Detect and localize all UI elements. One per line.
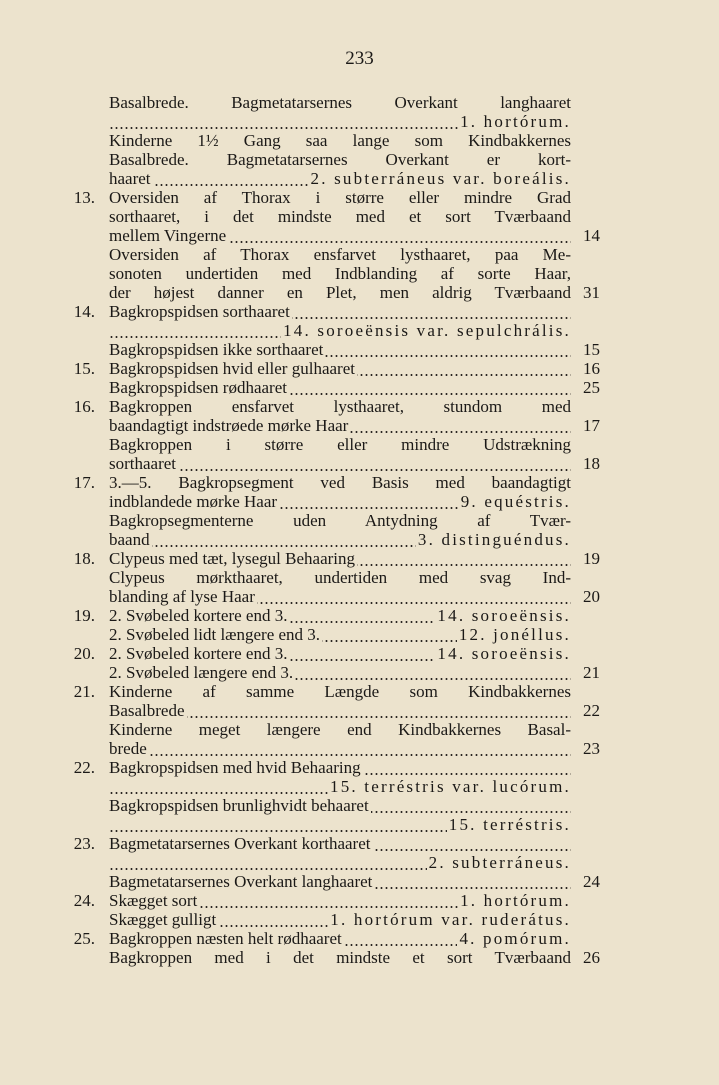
key-leader-line [109, 169, 571, 188]
key-text: Bagkropspidsen med hvid Behaaring [109, 758, 361, 777]
couplet-reference: 14 [583, 226, 600, 245]
couplet-reference: 15 [583, 340, 600, 359]
key-text: Bagkropspidsen hvid eller gulhaaret [109, 359, 355, 378]
key-line [0, 834, 719, 853]
key-leader-line [109, 739, 571, 758]
key-line [0, 283, 719, 302]
couplet-reference: 16 [583, 359, 600, 378]
key-line [0, 454, 719, 473]
key-leader-line [109, 663, 571, 682]
key-line [0, 340, 719, 359]
key-line [0, 663, 719, 682]
couplet-number: 13. [73, 188, 95, 207]
species-name: 15. terréstris. [448, 815, 571, 834]
key-leader-line [109, 758, 571, 777]
key-text: Kinderne af samme Længde som Kindbakkernes [109, 682, 571, 701]
key-text: indblandede mørke Haar [109, 492, 278, 511]
key-text: 2. Svøbeled lidt længere end 3. [109, 625, 321, 644]
key-text: baandagtigt indstrøede mørke Haar [109, 416, 349, 435]
key-line [0, 150, 719, 169]
couplet-number: 17. [73, 473, 95, 492]
couplet-reference: 21 [583, 663, 600, 682]
species-name: 9. equéstris. [460, 492, 571, 511]
species-name: 1. hortórum var. ruderátus. [330, 910, 571, 929]
species-name: 2. subterráneus. [428, 853, 571, 872]
identification-key [0, 93, 719, 967]
key-leader-line [109, 834, 571, 853]
key-leader-line [109, 777, 571, 796]
key-text: brede [109, 739, 147, 758]
key-text: Bagkropspidsen rødhaaret [109, 378, 287, 397]
couplet-reference: 23 [583, 739, 600, 758]
key-line [0, 473, 719, 492]
couplet-reference: 31 [583, 283, 600, 302]
key-text: Oversiden af Thorax ensfarvet lysthaaret, paa Me- [109, 245, 571, 264]
key-line [0, 302, 719, 321]
couplet-reference: 20 [583, 587, 600, 606]
key-text: mellem Vingerne [109, 226, 227, 245]
key-leader-line [109, 644, 571, 663]
key-line [0, 397, 719, 416]
key-text: Bagkroppen med i det mindste et sort Tværbaand [109, 948, 571, 967]
key-text: Bagkroppen ensfarvet lysthaaret, stundom med [109, 397, 571, 416]
key-text: baand [109, 530, 150, 549]
key-text: sonoten undertiden med Indblanding af sorte Haar, [109, 264, 571, 283]
couplet-number: 19. [73, 606, 95, 625]
key-leader-line [109, 226, 571, 245]
key-line [0, 739, 719, 758]
key-line [0, 359, 719, 378]
key-line [0, 188, 719, 207]
couplet-number: 14. [73, 302, 95, 321]
key-leader-line [109, 302, 571, 321]
key-line [0, 245, 719, 264]
key-leader-line [109, 378, 571, 397]
key-leader-line [109, 891, 571, 910]
key-leader-line [109, 340, 571, 359]
key-line [0, 853, 719, 872]
key-line [0, 492, 719, 511]
key-text: der højest danner en Plet, men aldrig Tværbaand [109, 283, 571, 302]
key-line [0, 891, 719, 910]
key-line [0, 910, 719, 929]
key-text: Clypeus med tæt, lysegul Behaaring [109, 549, 355, 568]
key-line [0, 625, 719, 644]
key-leader-line [109, 815, 571, 834]
key-line [0, 796, 719, 815]
couplet-number: 22. [73, 758, 95, 777]
key-leader-line [109, 701, 571, 720]
couplet-reference: 24 [583, 872, 600, 891]
key-text: Skægget gulligt [109, 910, 217, 929]
key-leader-line [109, 416, 571, 435]
species-name: 3. distinguéndus. [417, 530, 571, 549]
couplet-number: 23. [73, 834, 95, 853]
species-name: 14. soroeënsis. [437, 606, 571, 625]
key-line [0, 720, 719, 739]
key-text: Skægget sort [109, 891, 198, 910]
couplet-reference: 25 [583, 378, 600, 397]
couplet-number: 15. [73, 359, 95, 378]
key-leader-line [109, 910, 571, 929]
key-text: Bagkropspidsen sorthaaret [109, 302, 290, 321]
couplet-reference: 18 [583, 454, 600, 473]
key-line [0, 815, 719, 834]
species-name: 1. hortórum. [460, 891, 571, 910]
key-line [0, 758, 719, 777]
species-name: 14. soroeënsis. [437, 644, 571, 663]
key-leader-line [109, 929, 571, 948]
couplet-reference: 22 [583, 701, 600, 720]
key-text: Bagkropsegmenterne uden Antydning af Tvær- [109, 511, 571, 530]
key-line [0, 93, 719, 112]
key-text: 2. Svøbeled kortere end 3. [109, 606, 288, 625]
key-line [0, 929, 719, 948]
couplet-number: 21. [73, 682, 95, 701]
key-leader-line [109, 796, 571, 815]
key-leader-line [109, 587, 571, 606]
key-leader-line [109, 359, 571, 378]
key-text: Bagkroppen i større eller mindre Udstrækning [109, 435, 571, 454]
key-line [0, 207, 719, 226]
key-line [0, 530, 719, 549]
key-line [0, 131, 719, 150]
key-leader-line [109, 530, 571, 549]
page-number: 233 [345, 48, 374, 69]
key-line [0, 606, 719, 625]
key-text: Bagkroppen næsten helt rødhaaret [109, 929, 342, 948]
couplet-reference: 26 [583, 948, 600, 967]
couplet-number: 18. [73, 549, 95, 568]
key-line [0, 435, 719, 454]
couplet-reference: 17 [583, 416, 600, 435]
key-text: Bagmetatarsernes Overkant langhaaret [109, 872, 373, 891]
key-line [0, 378, 719, 397]
key-line [0, 644, 719, 663]
key-leader-line [109, 454, 571, 473]
key-leader-line [109, 606, 571, 625]
key-leader-line [109, 321, 571, 340]
key-line [0, 112, 719, 131]
key-text: blanding af lyse Haar [109, 587, 255, 606]
couplet-number: 20. [73, 644, 95, 663]
key-text: 2. Svøbeled kortere end 3. [109, 644, 288, 663]
key-line [0, 948, 719, 967]
key-line [0, 777, 719, 796]
key-text: Basalbrede. Bagmetatarsernes Overkant er kort- [109, 150, 571, 169]
key-text: 2. Svøbeled længere end 3. [109, 663, 294, 682]
species-name: 4. pomórum. [459, 929, 571, 948]
key-line [0, 511, 719, 530]
key-leader-line [109, 549, 571, 568]
key-text: Kinderne 1½ Gang saa lange som Kindbakkernes [109, 131, 571, 150]
key-line [0, 264, 719, 283]
key-text: Basalbrede [109, 701, 185, 720]
couplet-number: 25. [73, 929, 95, 948]
key-text: Bagmetatarsernes Overkant korthaaret [109, 834, 371, 853]
key-text: 3.—5. Bagkropsegment ved Basis med baandagtigt [109, 473, 571, 492]
couplet-number: 24. [73, 891, 95, 910]
key-line [0, 416, 719, 435]
key-leader-line [109, 492, 571, 511]
couplet-number: 16. [73, 397, 95, 416]
key-line [0, 682, 719, 701]
key-leader-line [109, 853, 571, 872]
key-line [0, 701, 719, 720]
key-text: Kinderne meget længere end Kindbakkernes Basal- [109, 720, 571, 739]
species-name: 1. hortórum. [460, 112, 571, 131]
species-name: 14. soroeënsis var. sepulchrális. [283, 321, 571, 340]
key-line [0, 872, 719, 891]
key-leader-line [109, 625, 571, 644]
key-line [0, 549, 719, 568]
species-name: 15. terréstris var. lucórum. [330, 777, 571, 796]
key-line [0, 226, 719, 245]
key-leader-line [109, 112, 571, 131]
key-text: haaret [109, 169, 151, 188]
key-line [0, 321, 719, 340]
key-line [0, 587, 719, 606]
key-line [0, 169, 719, 188]
key-text: Bagkropspidsen ikke sorthaaret [109, 340, 324, 359]
key-line [0, 568, 719, 587]
key-text: Clypeus mørkthaaret, undertiden med svag Ind- [109, 568, 571, 587]
species-name: 2. subterráneus var. boreális. [310, 169, 571, 188]
key-text: Oversiden af Thorax i større eller mindre Grad [109, 188, 571, 207]
species-name: 12. jonéllus. [458, 625, 571, 644]
key-text: sorthaaret, i det mindste med et sort Tværbaand [109, 207, 571, 226]
key-leader-line [109, 872, 571, 891]
key-text: sorthaaret [109, 454, 177, 473]
key-text: Basalbrede. Bagmetatarsernes Overkant langhaaret [109, 93, 571, 112]
key-text: Bagkropspidsen brunlighvidt behaaret [109, 796, 369, 815]
couplet-reference: 19 [583, 549, 600, 568]
